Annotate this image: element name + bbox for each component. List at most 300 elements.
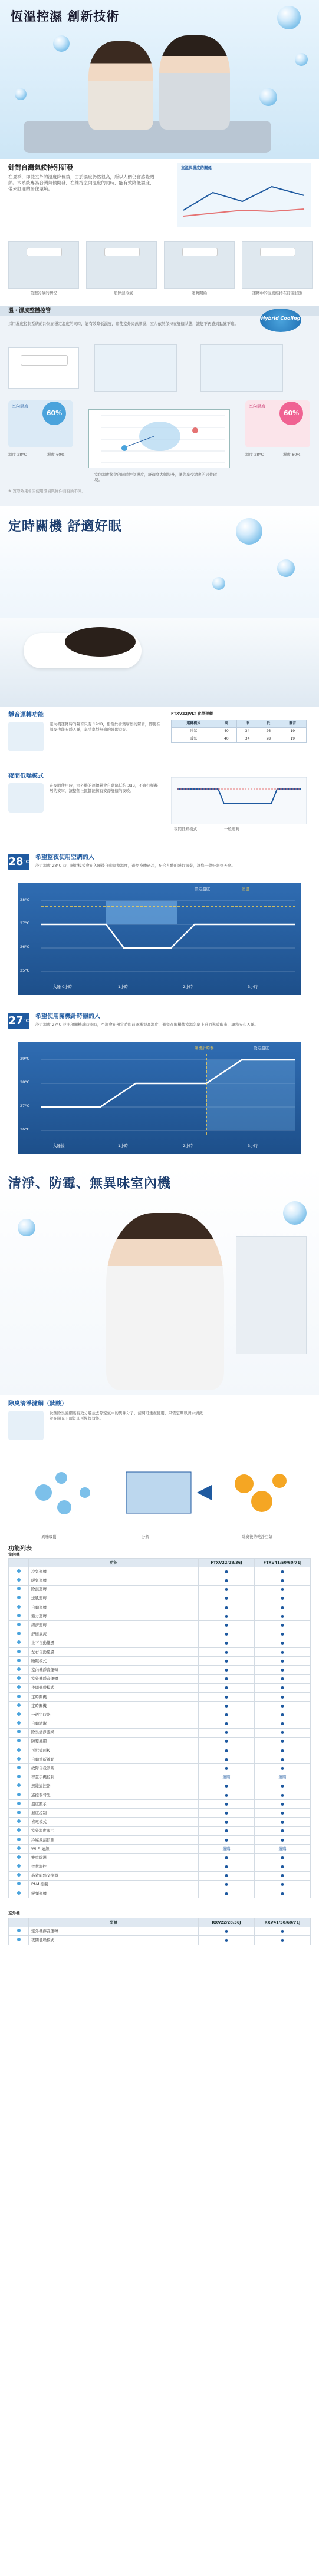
feature-value: ●	[199, 1854, 255, 1862]
feature-value: ●	[199, 1835, 255, 1844]
feature-name: 冷媒洩漏偵測	[29, 1835, 199, 1844]
feature-value: ●	[255, 1621, 311, 1630]
feature-icon	[9, 1862, 29, 1871]
table-header: 高	[216, 720, 237, 728]
filter-title: 除臭清淨濾網（鈦酸）	[8, 1401, 67, 1407]
feature-value: ●	[255, 1683, 311, 1692]
bubble-decoration	[53, 35, 70, 52]
feature-icon	[9, 1585, 29, 1594]
table-cell: 34	[237, 728, 258, 735]
feature-value: ●	[255, 1854, 311, 1862]
feature-icon	[9, 1826, 29, 1835]
feature-name: PAM 控制	[29, 1880, 199, 1889]
feature-icon	[9, 1889, 29, 1898]
stretching-woman-image	[106, 1213, 224, 1390]
feature-name: 除濕運轉	[29, 1585, 199, 1594]
feature-value: ●	[199, 1737, 255, 1746]
scene-caption: 運轉中的濕度維持在舒適狀態	[252, 291, 302, 296]
indoor-spec-table	[8, 1558, 311, 1898]
feature-icon	[9, 1755, 29, 1764]
spec-row	[9, 1719, 311, 1728]
y-tick: 29°C	[20, 1056, 30, 1061]
feature-name: 定時開機	[29, 1692, 199, 1701]
feature-name: 睡眠模式	[29, 1657, 199, 1666]
hybrid-description: 採用濕度控制系統的冷氣在穩定溫度的同時，能有效降低濕度，即使室外炎熱潮濕，室內依然保持在舒適狀態，讓您不再感到黏膩不適。	[8, 321, 238, 326]
spec-row	[9, 1702, 311, 1710]
spec-header: RXV22/28/36J	[199, 1918, 255, 1927]
humidity-diagram	[177, 163, 311, 227]
right-temp: 溫度 28°C	[245, 452, 264, 457]
panel28-chart	[18, 883, 301, 995]
temp-badge-28	[8, 854, 29, 870]
spec-row	[9, 1854, 311, 1862]
diagram-label: 分解	[142, 1534, 149, 1539]
feature-value: ●	[199, 1710, 255, 1719]
noise-table	[171, 720, 307, 743]
feature-value: ●	[199, 1621, 255, 1630]
feature-value: ●	[199, 1675, 255, 1683]
outdoor-title: 室外機	[8, 1911, 20, 1915]
clean-title: 清淨、防霉、無異味室內機	[8, 1176, 172, 1191]
feature-value: ●	[199, 1871, 255, 1880]
feature-value: ●	[199, 1862, 255, 1871]
feature-icon	[9, 1594, 29, 1603]
feature-icon	[9, 1835, 29, 1844]
feature-icon	[9, 1728, 29, 1737]
sleep-28-panel	[0, 848, 319, 1007]
temp-value: 28	[8, 856, 24, 868]
feature-name: 自動重新啟動	[29, 1755, 199, 1764]
feature-value: ●	[199, 1927, 255, 1936]
chart-legend-label: 一般運轉	[224, 827, 239, 831]
feature-icon	[9, 1576, 29, 1585]
feature-name: 定時關機	[29, 1702, 199, 1710]
feature-value: ●	[255, 1585, 311, 1594]
table-cell: 34	[237, 735, 258, 743]
feature-icon	[9, 1854, 29, 1862]
feature-value: ●	[255, 1800, 311, 1809]
panel27-description: 設定溫度 27°C 並開啟關機計時器時，空調會在預定時間前逐漸提高溫度，避免在關機後室溫急劇上升而導致醒來，讓您安心入睡。	[35, 1022, 258, 1027]
feature-name: 可拆式面板	[29, 1746, 199, 1755]
filter-description: 鈦酸除臭濾網能有效分解並去除空氣中的異味分子，濾網可重複使用，只需定期以清水清洗並在陽光下曬乾即可恢復效能。	[50, 1411, 203, 1421]
scene-start	[164, 241, 235, 289]
feature-name: 室外機靜音運轉	[29, 1927, 199, 1936]
spec-row	[9, 1936, 311, 1945]
feature-value: ●	[199, 1791, 255, 1799]
feature-value: ●	[199, 1666, 255, 1675]
feature-value: ●	[255, 1809, 311, 1818]
spec-row	[9, 1835, 311, 1844]
table-cell: 冷氣	[172, 728, 216, 735]
indoor-unit-image	[8, 347, 79, 389]
right-humidity-value: 60%	[279, 402, 303, 425]
feature-value: ●	[199, 1692, 255, 1701]
feature-value: ●	[199, 1809, 255, 1818]
spec-row	[9, 1755, 311, 1764]
spec-row	[9, 1764, 311, 1773]
feature-value: ●	[255, 1927, 311, 1936]
feature-icon	[9, 1675, 29, 1683]
spec-row	[9, 1773, 311, 1782]
feature-value: ●	[199, 1630, 255, 1639]
spec-row	[9, 1612, 311, 1621]
hybrid-center-text: 室內溫度變化的同時控制濕度，舒適度大幅提升，讓您享受清爽的居住環境。	[94, 472, 217, 482]
bubble-decoration	[259, 88, 277, 106]
bubble-decoration	[212, 577, 225, 590]
man-image	[159, 35, 230, 130]
feature-value: ●	[199, 1657, 255, 1666]
hybrid-note: ※ 實際效果會因使用環境與條件而有所不同。	[8, 489, 86, 493]
feature-value: ●	[199, 1594, 255, 1603]
feature-icon	[9, 1702, 29, 1710]
feature-value: 選購	[255, 1845, 311, 1854]
scene-old-ac	[8, 241, 79, 289]
feature-value: ●	[255, 1710, 311, 1719]
feature-name: 遙控器背光	[29, 1791, 199, 1799]
spec-row	[9, 1826, 311, 1835]
table-cell: 19	[279, 735, 306, 743]
feature-value: ●	[255, 1936, 311, 1945]
spec-header: 功能	[29, 1559, 199, 1567]
feature-name: 室外機靜音運轉	[29, 1675, 199, 1683]
spec-row	[9, 1845, 311, 1854]
humidity-curve	[177, 169, 311, 228]
feature-icon	[9, 1809, 29, 1818]
feature-icon	[9, 1692, 29, 1701]
filter-icon	[8, 1411, 44, 1440]
deodorize-diagram	[8, 1448, 311, 1537]
legend-label: 設定溫度	[254, 1046, 269, 1050]
panel27-chart	[18, 1042, 301, 1154]
feature-value: ●	[255, 1657, 311, 1666]
feature-value: ●	[199, 1889, 255, 1898]
spec-row	[9, 1594, 311, 1603]
feature-icon	[9, 1764, 29, 1773]
spec-row	[9, 1880, 311, 1889]
spec-row	[9, 1871, 311, 1880]
woman-image	[88, 41, 153, 130]
diagram-caption: 室溫與濕度的關係	[181, 165, 212, 170]
feature-value: ●	[255, 1746, 311, 1755]
right-humidity-label: 室內濕度	[249, 404, 265, 409]
feature-value: 選購	[199, 1773, 255, 1782]
spec-row	[9, 1809, 311, 1818]
night-mode-title: 夜間低噪模式	[8, 773, 44, 780]
feature-value: ●	[255, 1826, 311, 1835]
feature-value: ●	[199, 1603, 255, 1612]
feature-icon	[9, 1871, 29, 1880]
feature-name: 夜間低噪模式	[29, 1936, 199, 1945]
table-cell: 40	[216, 728, 237, 735]
feature-value: ●	[255, 1728, 311, 1737]
sleeping-woman-image	[65, 627, 136, 657]
humidity-control-diagram	[200, 344, 283, 392]
night-mode-description: 在夜間使用時，室外機的運轉聲會自動降低約 3dB，不會打擾鄰居的安寧，讓整個社區都能擁有安靜舒適的夜晚。	[50, 783, 158, 793]
feature-value: ●	[199, 1764, 255, 1773]
comfort-zone-svg	[89, 410, 229, 468]
chart-legend-label: 夜間低噪模式	[174, 827, 197, 831]
feature-icon	[9, 1800, 29, 1809]
feature-value: ●	[255, 1755, 311, 1764]
feature-name: 除臭清淨濾網	[29, 1728, 199, 1737]
table-header: 中	[237, 720, 258, 728]
quiet-mode-title: 靜音運轉功能	[8, 712, 44, 718]
bubble-decoration	[236, 518, 262, 545]
feature-value: ●	[199, 1567, 255, 1576]
table-cell: 40	[216, 735, 237, 743]
feature-value: ●	[199, 1755, 255, 1764]
hero-section	[0, 0, 319, 159]
scene-caption: 舊型冷氣的情況	[30, 291, 57, 296]
feature-icon	[9, 1639, 29, 1647]
feature-description: 在夏季，即使室外的溫度降低後，由於濕度仍然很高，所以人們仍會感覺悶熱。本系統專為台灣氣候開發，在維持室內溫度的同時，能有效降低濕度，帶來舒適的居住環境。	[8, 174, 154, 192]
feature-name: 智慧溫控	[29, 1862, 199, 1871]
feature-name: 雙重除濕	[29, 1854, 199, 1862]
x-tick: 3小時	[248, 1143, 258, 1148]
bubble-decoration	[18, 1219, 35, 1236]
feature-icon	[9, 1936, 29, 1945]
table-header: 低	[258, 720, 279, 728]
feature-value: ●	[199, 1702, 255, 1710]
spec-row	[9, 1728, 311, 1737]
spec-row	[9, 1621, 311, 1630]
feature-value: ●	[255, 1764, 311, 1773]
x-tick: 2小時	[183, 984, 193, 989]
feature-value: 選購	[199, 1845, 255, 1854]
right-humidity: 濕度 80%	[283, 452, 301, 457]
outdoor-spec-table	[8, 1918, 311, 1945]
temp-value: 27	[8, 1015, 24, 1027]
temp-badge-27	[8, 1013, 29, 1029]
feature-value: ●	[255, 1880, 311, 1889]
spec-row	[9, 1791, 311, 1799]
left-temp: 溫度 28°C	[8, 452, 27, 457]
spec-row	[9, 1862, 311, 1871]
feature-name: 送風運轉	[29, 1594, 199, 1603]
x-tick: 3小時	[248, 984, 258, 989]
feature-value: ●	[255, 1603, 311, 1612]
x-tick: 1小時	[118, 1143, 129, 1148]
feature-value: ●	[199, 1612, 255, 1621]
hybrid-cooling-badge: Hybrid Cooling	[260, 309, 301, 332]
spec-section	[0, 1543, 319, 2055]
feature-value: ●	[255, 1818, 311, 1826]
feature-value: 選購	[255, 1773, 311, 1782]
spec-subtitle: 室內機	[8, 1552, 20, 1557]
feature-value: ●	[255, 1576, 311, 1585]
sleep-section	[0, 506, 319, 707]
temp-unit: °C	[23, 859, 29, 864]
feature-icon	[9, 1773, 29, 1782]
quiet-icon	[8, 722, 44, 751]
noise-table-title: FTXV22JVLT 化學運轉	[171, 711, 213, 716]
spec-row	[9, 1889, 311, 1898]
feature-value: ●	[199, 1585, 255, 1594]
feature-icon	[9, 1746, 29, 1755]
feature-value: ●	[255, 1702, 311, 1710]
feature-name: 省電模式	[29, 1818, 199, 1826]
feature-value: ●	[199, 1936, 255, 1945]
feature-icon	[9, 1737, 29, 1746]
y-tick: 28°C	[20, 1080, 30, 1085]
feature-value: ●	[255, 1692, 311, 1701]
panel28-temp-svg	[18, 883, 301, 995]
climate-feature-section	[0, 159, 319, 306]
feature-name: 故障自我診斷	[29, 1764, 199, 1773]
x-tick: 1小時	[118, 984, 129, 989]
feature-value: ●	[255, 1675, 311, 1683]
feature-value: ●	[255, 1889, 311, 1898]
left-room-panel	[8, 400, 73, 447]
feature-name: 舒適氣流	[29, 1630, 199, 1639]
feature-name: 變頻運轉	[29, 1889, 199, 1898]
feature-icon	[9, 1647, 29, 1656]
scene-caption: 運轉開始	[192, 291, 207, 296]
feature-value: ●	[255, 1666, 311, 1675]
table-header: 運轉模式	[172, 720, 216, 728]
table-cell: 26	[258, 728, 279, 735]
feature-value: ●	[199, 1782, 255, 1791]
spec-header: 型號	[29, 1918, 199, 1927]
feature-name: 暖氣運轉	[29, 1576, 199, 1585]
spec-row	[9, 1585, 311, 1594]
feature-icon	[9, 1791, 29, 1799]
spec-row	[9, 1603, 311, 1612]
feature-value: ●	[199, 1639, 255, 1647]
sleep-27-panel	[0, 1007, 319, 1166]
panel27-title: 希望使用關機計時器的人	[35, 1013, 100, 1020]
scene-dehumidifier	[86, 241, 157, 289]
feature-name: 冷氣運轉	[29, 1567, 199, 1576]
night-noise-chart	[171, 777, 307, 824]
feature-name: 智慧手機控制	[29, 1773, 199, 1782]
feature-value: ●	[255, 1647, 311, 1656]
feature-value: ●	[255, 1737, 311, 1746]
feature-name: 左右自動擺風	[29, 1647, 199, 1656]
bubble-decoration	[283, 1201, 307, 1225]
feature-icon	[9, 1818, 29, 1826]
left-humidity-value: 60%	[42, 402, 66, 425]
feature-icon	[9, 1710, 29, 1719]
hybrid-cooling-section	[0, 306, 319, 506]
panel28-description: 設定溫度 28°C 時，睡眠模式會在入睡後自動調整溫度，避免身體過冷，配合人體的睡眠節奏，讓您一覺好眠到天亮。	[35, 863, 235, 868]
sleep-title: 定時關機 舒適好眠	[8, 519, 122, 534]
feature-name: 溫度顯示	[29, 1800, 199, 1809]
spec-row	[9, 1710, 311, 1719]
spec-row	[9, 1567, 311, 1576]
feature-icon	[9, 1666, 29, 1675]
feature-name: 上下自動擺風	[29, 1639, 199, 1647]
legend-label: 設定溫度	[195, 887, 210, 891]
feature-value: ●	[255, 1719, 311, 1728]
bubble-decoration	[15, 88, 27, 100]
diagram-label: 異味吸附	[41, 1534, 57, 1539]
spec-row	[9, 1692, 311, 1701]
feature-value: ●	[199, 1728, 255, 1737]
panel28-title: 希望整夜使用空調的人	[35, 854, 94, 861]
quiet-mode-description: 室內機運轉時的聲音只有 19dB，相當於樹葉摩擦的聲音，即使在深夜也能安靜入睡，享受寧靜舒適的睡眠時光。	[50, 722, 160, 732]
feature-value: ●	[255, 1567, 311, 1576]
feature-value: ●	[255, 1782, 311, 1791]
panel27-temp-svg	[18, 1042, 301, 1154]
table-cell: 暖氣	[172, 735, 216, 743]
feature-icon	[9, 1683, 29, 1692]
spec-row	[9, 1800, 311, 1809]
feature-value: ●	[199, 1746, 255, 1755]
feature-value: ●	[255, 1630, 311, 1639]
feature-icon	[9, 1927, 29, 1936]
spec-row	[9, 1657, 311, 1666]
feature-icon	[9, 1719, 29, 1728]
left-humidity: 濕度 60%	[47, 452, 65, 457]
feature-value: ●	[199, 1647, 255, 1656]
feature-value: ●	[199, 1826, 255, 1835]
airflow-diagram	[94, 344, 177, 392]
feature-icon	[9, 1612, 29, 1621]
feature-value: ●	[255, 1791, 311, 1799]
spec-row	[9, 1683, 311, 1692]
legend-label: 關機計時器	[195, 1046, 214, 1050]
feature-name: 濕度控制	[29, 1809, 199, 1818]
feature-value: ●	[199, 1719, 255, 1728]
feature-value: ●	[199, 1818, 255, 1826]
x-tick: 入睡 0小時	[53, 984, 73, 989]
hero-title: 恆溫控濕 創新技術	[11, 9, 120, 24]
y-tick: 27°C	[20, 921, 30, 926]
feature-name: Wi-Fi 連線	[29, 1845, 199, 1854]
diagram-label: 除臭後的乾淨空氣	[242, 1534, 272, 1539]
feature-name: 高效能熱交換器	[29, 1871, 199, 1880]
feature-icon	[9, 1657, 29, 1666]
feature-name: 防霉濾網	[29, 1737, 199, 1746]
curtain-image	[236, 1236, 307, 1354]
right-room-panel	[245, 400, 310, 447]
feature-icon	[9, 1621, 29, 1630]
spec-header: FTXV22/28/36J	[199, 1559, 255, 1567]
temp-unit: °C	[23, 1018, 29, 1023]
moon-icon	[8, 783, 44, 813]
spec-row	[9, 1737, 311, 1746]
feature-name: 強力運轉	[29, 1612, 199, 1621]
table-header: 靜音	[279, 720, 306, 728]
legend-label: 室溫	[242, 887, 249, 891]
bubble-decoration	[277, 559, 295, 577]
table-row	[172, 735, 307, 743]
left-humidity-label: 室內濕度	[12, 404, 28, 409]
x-tick: 入睡後	[53, 1143, 65, 1148]
feature-value: ●	[199, 1880, 255, 1889]
feature-value: ●	[255, 1594, 311, 1603]
spec-title: 功能列表	[8, 1546, 32, 1552]
feature-icon	[9, 1630, 29, 1639]
table-cell: 19	[279, 728, 306, 735]
feature-name: 室外溫度顯示	[29, 1826, 199, 1835]
spec-row	[9, 1675, 311, 1683]
feature-value: ●	[255, 1871, 311, 1880]
feature-name: 一週定時器	[29, 1710, 199, 1719]
quiet-section	[0, 707, 319, 848]
feature-value: ●	[199, 1683, 255, 1692]
spec-row	[9, 1630, 311, 1639]
table-cell: 28	[258, 735, 279, 743]
y-tick: 26°C	[20, 944, 30, 949]
feature-name: 夜間低噪模式	[29, 1683, 199, 1692]
feature-name: 經濟運轉	[29, 1621, 199, 1630]
spec-row	[9, 1647, 311, 1656]
spec-row	[9, 1576, 311, 1585]
hybrid-title: 溫・濕度整體控管	[8, 308, 51, 314]
feature-value: ●	[199, 1800, 255, 1809]
